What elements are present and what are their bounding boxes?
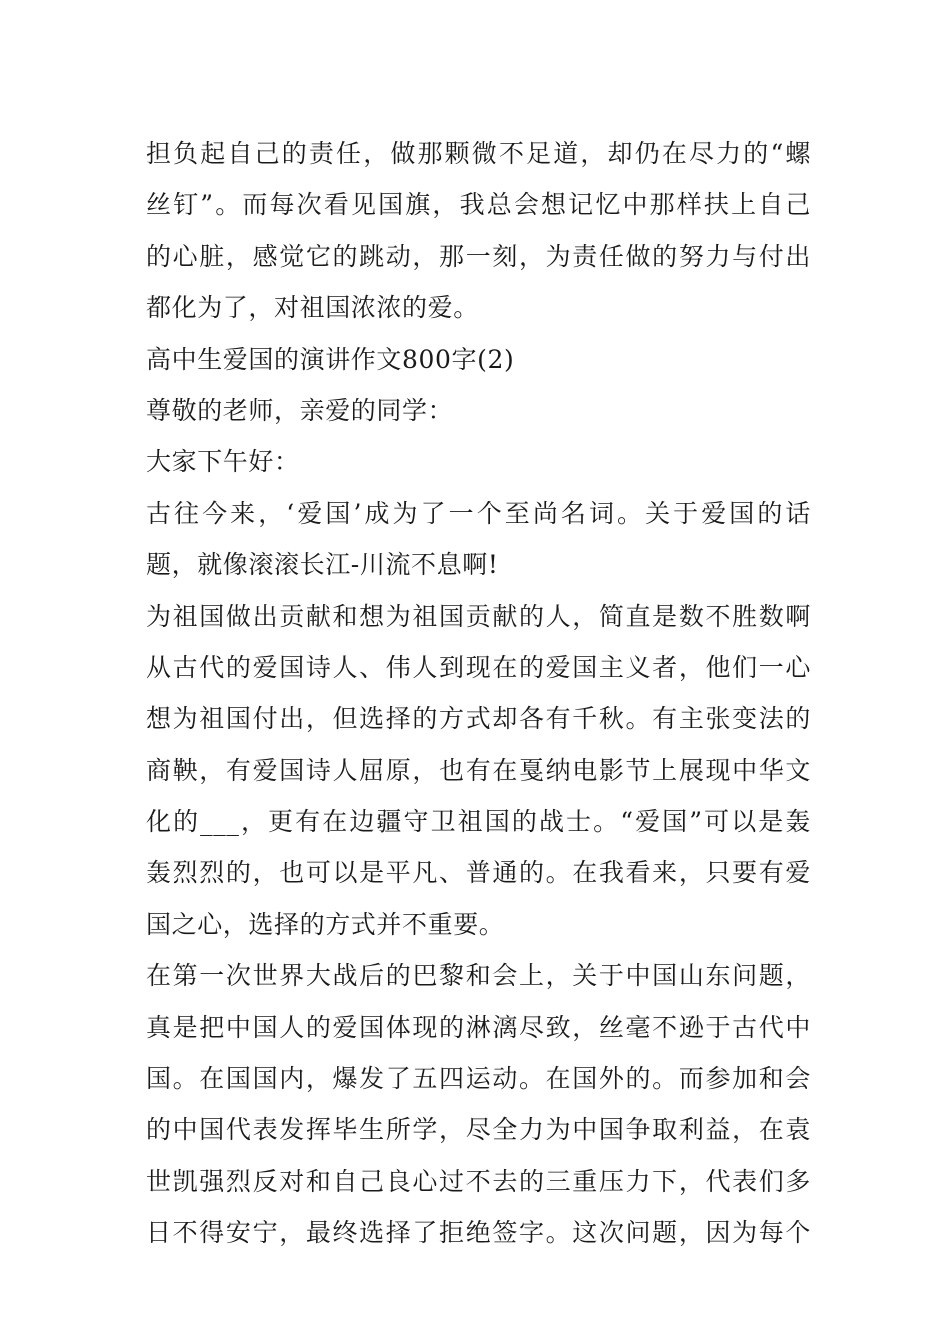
- salutation: 尊敬的老师，亲爱的同学：: [146, 395, 454, 425]
- text-line: 想为祖国付出，但选择的方式却各有千秋。有主张变法的: [146, 704, 811, 734]
- essay-body: [146, 128, 811, 1259]
- text-line: 的中国代表发挥毕生所学，尽全力为中国争取利益，在袁: [146, 1115, 811, 1145]
- text-line: 世凯强烈反对和自己良心过不去的三重压力下，代表们多: [146, 1166, 811, 1196]
- text-line: 国之心，选择的方式并不重要。: [146, 909, 505, 939]
- text-line: 轰烈烈的，也可以是平凡、普通的。在我看来，只要有爱: [146, 858, 811, 888]
- text-line: 都化为了，对祖国浓浓的爱。: [146, 293, 479, 323]
- text-line: 商鞅，有爱国诗人屈原，也有在戛纳电影节上展现中华文: [146, 755, 811, 785]
- text-line: 古往今来，‘爱国’成为了一个至尚名词。关于爱国的话: [146, 498, 811, 528]
- text-line: 丝钉”。而每次看见国旗，我总会想记忆中那样扶上自己: [146, 190, 811, 220]
- text-line: 化的___，更有在边疆守卫祖国的战士。“爱国”可以是轰: [146, 807, 811, 837]
- text-line: 担负起自己的责任，做那颗微不足道，却仍在尽力的“螺: [146, 139, 811, 168]
- text-line: 在第一次世界大战后的巴黎和会上，关于中国山东问题，: [146, 961, 811, 991]
- text-line: 从古代的爱国诗人、伟人到现在的爱国主义者，他们一心: [146, 652, 811, 682]
- text-line: 日不得安宁，最终选择了拒绝签字。这次问题，因为每个: [146, 1218, 811, 1248]
- essay-title: 高中生爱国的演讲作文800字(2): [146, 344, 515, 374]
- greeting: 大家下午好：: [146, 447, 300, 477]
- text-line: 的心脏，感觉它的跳动，那一刻，为责任做的努力与付出: [146, 241, 811, 271]
- text-line: 国。在国国内，爆发了五四运动。在国外的。而参加和会: [146, 1064, 811, 1094]
- text-line: 真是把中国人的爱国体现的淋漓尽致，丝毫不逊于古代中: [146, 1012, 811, 1042]
- text-line: 题，就像滚滚长江-川流不息啊!: [146, 550, 499, 580]
- text-line: 为祖国做出贡献和想为祖国贡献的人，简直是数不胜数啊: [146, 601, 811, 631]
